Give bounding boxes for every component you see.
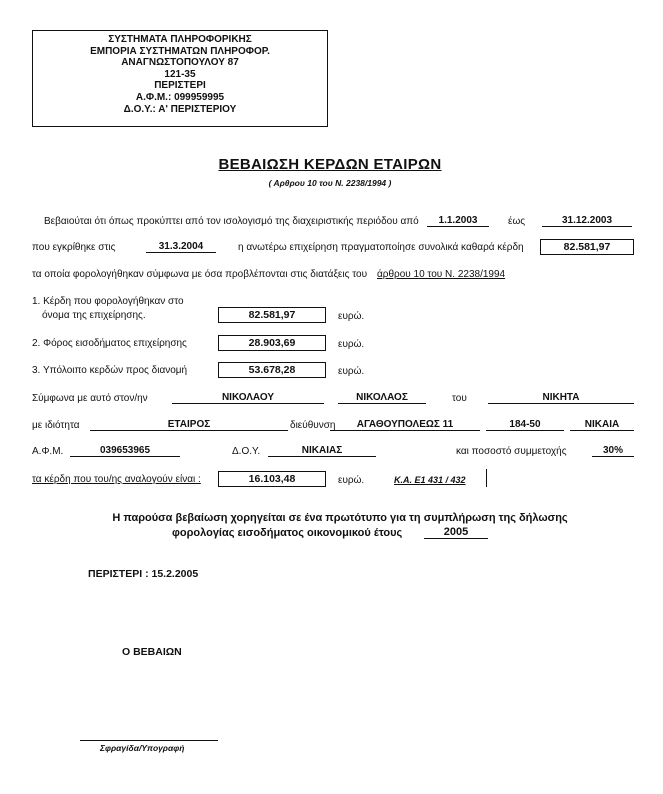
partner-address: ΑΓΑΘΟΥΠΟΛΕΩΣ 11 xyxy=(330,419,480,431)
profit-label: τα κέρδη που του/ης αναλογούν είναι : xyxy=(32,474,201,485)
issuer-postcode: 121-35 xyxy=(164,68,196,80)
signature-line xyxy=(80,740,218,741)
capacity-label: με ιδιότητα xyxy=(32,420,80,431)
separator-line xyxy=(486,469,487,487)
item1-label-line2: όνομα της επιχείρησης. xyxy=(42,310,146,321)
partner-father-name: ΝΙΚΗΤΑ xyxy=(488,392,634,404)
share-label: και ποσοστό συμμετοχής xyxy=(456,446,567,457)
partner-firstname: ΝΙΚΟΛΑΟΣ xyxy=(338,392,426,404)
partner-city: ΝΙΚΑΙΑ xyxy=(570,419,634,431)
document-subtitle: ( Αρθρου 10 του Ν. 2238/1994 ) xyxy=(268,178,392,188)
approval-date: 31.3.2004 xyxy=(146,241,216,253)
item3-label: 3. Υπόλοιπο κερδών προς διανομή xyxy=(32,365,188,376)
taxation-text: τα οποία φορολογήθηκαν σύμφωνα με όσα προβλέπονται στις διατάξεις του xyxy=(32,269,368,280)
period-to-date: 31.12.2003 xyxy=(542,215,632,227)
place-date: ΠΕΡΙΣΤΕΡΙ : 15.2.2005 xyxy=(88,568,199,580)
item1-label-line1: 1. Κέρδη που φορολογήθηκαν στο xyxy=(32,296,184,307)
certifier-label: Ο ΒΕΒΑΙΩΝ xyxy=(122,646,182,658)
item1-unit: ευρώ. xyxy=(338,311,365,322)
period-from-date: 1.1.2003 xyxy=(427,215,489,227)
period-until-label: έως xyxy=(508,216,526,227)
signature-label: Σφραγίδα/Υπογραφή xyxy=(100,743,185,753)
father-label: του xyxy=(452,393,467,404)
law-reference: άρθρου 10 του Ν. 2238/1994 xyxy=(377,269,506,280)
period-text: Βεβαιούται ότι όπως προκύπτει από τον ισολογισμό της διαχειριστικής περιόδου από xyxy=(44,216,419,227)
item2-value-box: 28.903,69 xyxy=(218,335,326,351)
partner-afm: 039653965 xyxy=(70,445,180,457)
notice-line1: Η παρούσα βεβαίωση χορηγείται σε ένα πρωτότυπο για τη συμπλήρωση της δήλωσης xyxy=(112,512,568,524)
profit-unit: ευρώ. xyxy=(338,475,365,486)
tax-code: Κ.Α. Ε1 431 / 432 xyxy=(394,475,466,485)
document-title: ΒΕΒΑΙΩΣΗ ΚΕΡΔΩΝ ΕΤΑΙΡΩΝ xyxy=(218,156,442,173)
approval-prefix: που εγκρίθηκε στις xyxy=(32,242,116,253)
partner-capacity: ΕΤΑΙΡΟΣ xyxy=(90,419,288,431)
partner-postcode: 184-50 xyxy=(486,419,564,431)
partner-profit-box: 16.103,48 xyxy=(218,471,326,487)
partner-surname: ΝΙΚΟΛΑΟΥ xyxy=(172,392,324,404)
partner-share: 30% xyxy=(592,445,634,457)
approval-text: η ανωτέρω επιχείρηση πραγματοποίησε συνολικά καθαρά κέρδη xyxy=(238,242,524,253)
item3-unit: ευρώ. xyxy=(338,366,365,377)
address-label: διεύθυνση xyxy=(290,420,336,431)
item2-label: 2. Φόρος εισοδήματος επιχείρησης xyxy=(32,338,187,349)
issuer-box xyxy=(32,30,328,127)
issuer-line1: ΣΥΣΤΗΜΑΤΑ ΠΛΗΡΟΦΟΡΙΚΗΣ xyxy=(108,34,252,45)
notice-line2: φορολογίας εισοδήματος οικονομικού έτους xyxy=(172,527,403,539)
fiscal-year: 2005 xyxy=(424,526,488,539)
issuer-line2: ΕΜΠΟΡΙΑ ΣΥΣΤΗΜΑΤΩΝ ΠΛΗΡΟΦΟΡ. xyxy=(90,45,270,57)
issuer-city: ΠΕΡΙΣΤΕΡΙ xyxy=(154,80,206,92)
item1-value-box: 82.581,97 xyxy=(218,307,326,323)
afm-label: Α.Φ.Μ. xyxy=(32,446,64,457)
total-profit-box: 82.581,97 xyxy=(540,239,634,255)
according-label: Σύμφωνα με αυτό στον/ην xyxy=(32,393,148,404)
issuer-afm: Α.Φ.Μ.: 099959995 xyxy=(135,91,225,103)
partner-doy: ΝΙΚΑΙΑΣ xyxy=(268,445,376,457)
item3-value-box: 53.678,28 xyxy=(218,362,326,378)
doy-label: Δ.Ο.Υ. xyxy=(232,446,261,457)
item2-unit: ευρώ. xyxy=(338,339,365,350)
issuer-doy: Δ.Ο.Υ.: Α' ΠΕΡΙΣΤΕΡΙΟΥ xyxy=(123,103,237,115)
issuer-address: ΑΝΑΓΝΩΣΤΟΠΟΥΛΟΥ 87 xyxy=(121,57,239,69)
